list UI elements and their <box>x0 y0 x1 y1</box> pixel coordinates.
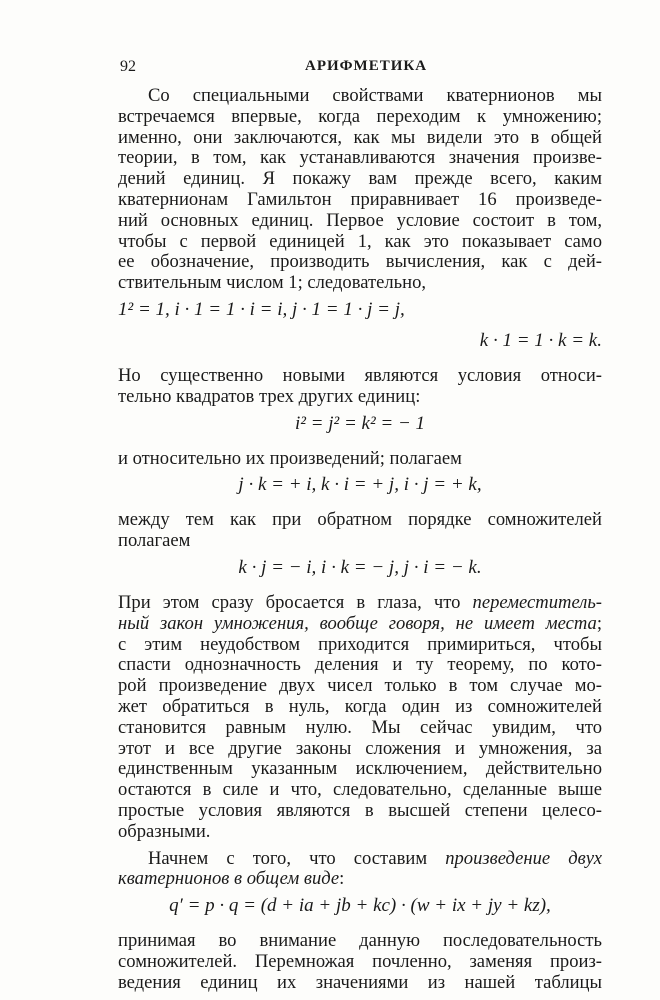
text-line: простые условия являются в высшей степени целесо- <box>118 799 602 821</box>
page-body <box>118 86 602 994</box>
text-line: становится равным нулю. Мы сейчас увидим, что <box>118 716 602 738</box>
text-line: именно, они заключаются, как мы видели это в общей <box>118 126 602 148</box>
text-line: остаются в силе и что, следовательно, сделанные выше <box>118 779 602 801</box>
text-line: ее обозначение, производить вычисления, как с дей- <box>118 251 602 273</box>
text-run: Начнем с того, что составим <box>148 847 446 869</box>
text-line: дений единиц. Я покажу вам прежде всего, каким <box>118 168 602 190</box>
text-line: чтобы с первой единицей 1, как это показывает само <box>118 230 602 252</box>
emphasis-text: переместитель- <box>472 591 602 613</box>
text-line: ведения единиц их значениями из нашей таблицы <box>118 971 602 993</box>
paragraph-6 <box>118 849 602 891</box>
equation-unit-products: 1² = 1, i · 1 = 1 · i = i, j · 1 = 1 · j = j, <box>118 298 405 320</box>
emphasis-text: кватернионов в общем виде <box>118 868 340 890</box>
paragraph-1 <box>118 86 602 294</box>
text-line: образными. <box>118 820 211 842</box>
text-run: ; <box>596 612 602 634</box>
text-line: кватернионам Гамильтон приравнивает 16 произведе- <box>118 188 602 210</box>
text-run: : <box>339 868 345 890</box>
text-line <box>118 614 602 635</box>
paragraph-2 <box>118 366 602 408</box>
text-line: Со специальными свойствами кватернионов мы <box>148 85 602 106</box>
text-line: полагаем <box>118 530 191 552</box>
text-line: между тем как при обратном порядке сомножителей <box>118 509 602 531</box>
text-line: теории, в том, как устанавливаются значения произве- <box>118 147 602 169</box>
text-line <box>118 849 602 870</box>
text-run: При этом сразу бросается в глаза, что <box>118 591 473 613</box>
paragraph-7 <box>118 931 602 993</box>
paragraph-3 <box>118 449 602 470</box>
text-line: ствительным числом 1; следовательно, <box>118 272 427 294</box>
text-line: спасти однозначность деления и ту теорему, по кото- <box>118 654 602 676</box>
text-line: единственным указанным исключением, действительно <box>118 758 602 780</box>
text-line: рой произведение двух чисел только в том случае мо- <box>118 675 602 697</box>
text-line: и относительно их произведений; полагаем <box>118 447 462 469</box>
text-line: тельно квадратов трех других единиц: <box>118 385 421 407</box>
text-line: этот и все другие законы сложения и умножения, за <box>118 737 602 759</box>
text-line: встречаемся впервые, когда переходим к умножению; <box>118 105 602 127</box>
running-title: АРИФМЕТИКА <box>305 58 428 74</box>
text-line: принимая во внимание данную последовательность <box>118 930 602 952</box>
equation-unit-products-cont: k · 1 = 1 · k = k. <box>479 329 602 351</box>
page-number: 92 <box>120 58 136 75</box>
text-line: жет обратиться в нуль, когда один из сомножителей <box>118 695 602 717</box>
text-line: с этим неудобством приходится примириться, чтобы <box>118 633 602 655</box>
equation-products-negative: k · j = − i, i · k = − j, j · i = − k. <box>238 556 482 578</box>
text-line: ний основных единиц. Первое условие состоит в том, <box>118 209 602 231</box>
equation-squares: i² = j² = k² = − 1 <box>294 412 426 434</box>
text-line: Но существенно новыми являются условия относи- <box>118 364 602 386</box>
paragraph-4 <box>118 510 602 552</box>
equation-quaternion-product: q′ = p · q = (d + ia + jb + kc) · (w + ix + jy + kz), <box>169 895 551 917</box>
text-line <box>118 593 602 614</box>
equation-products-positive: j · k = + i, k · i = + j, i · j = + k, <box>238 474 482 496</box>
text-line: сомножителей. Перемножая почленно, заменяя произ- <box>118 950 602 972</box>
emphasis-text: ный закон умножения, вообще говоря, не имеет места <box>118 612 597 634</box>
paragraph-5 <box>118 593 602 843</box>
text-line <box>118 869 602 890</box>
emphasis-text: произведение двух <box>445 847 602 869</box>
